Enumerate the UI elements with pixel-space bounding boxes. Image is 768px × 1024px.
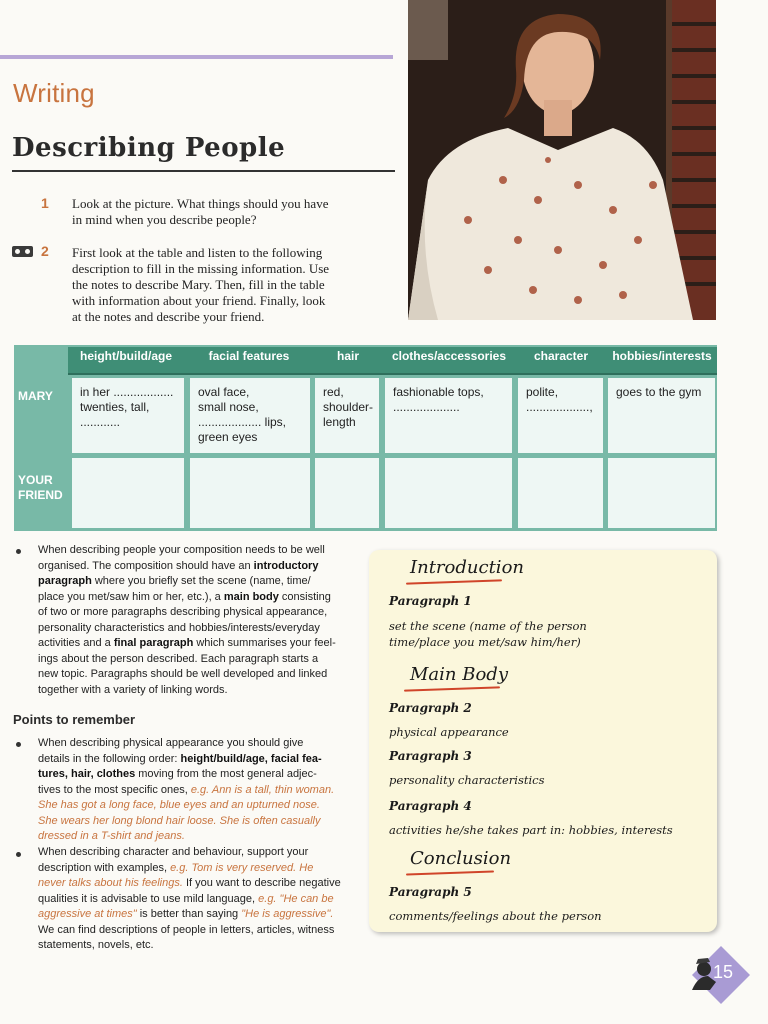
row-label-text: YOUR [18,473,53,487]
plan-line: set the scene (name of the person [389,619,587,633]
text-run: statements, novels, etc. [38,939,154,951]
key-term: paragraph [38,575,92,587]
text-line [38,938,353,954]
example-text: e.g. Ann is a tall, thin woman. [190,783,335,796]
table-cell [72,378,184,453]
key-term: main body [223,590,279,603]
cell-line: oval face, [198,385,250,399]
text-line [38,876,353,892]
row-label-text: FRIEND [18,488,63,502]
text-run: description with examples, [38,861,171,874]
task-line: Look at the picture. What things should you have [72,196,329,211]
example-text: She has got a long face, blue eyes and an upturned nose. [38,799,320,811]
points-heading: Points to remember [13,712,136,727]
text-run: place you met/saw him or her, etc.), a [38,590,224,603]
table-cell [608,378,715,453]
task-line: in mind when you describe people? [72,212,257,227]
point-character [38,845,353,954]
task-line: with information about your friend. Finally, look [72,293,326,308]
plan-paragraph-text: comments/feelings about the person [389,909,602,923]
task-line: the notes to describe Mary. Then, fill in the table [72,277,325,292]
text-line [38,907,353,923]
table-header: character [533,349,589,363]
bullet [16,852,21,857]
cell-line: .................... [393,400,460,414]
table-header: facial features [208,349,290,363]
text-run: qualities it is advisable to use mild language, [38,892,259,905]
example-text: "He is aggressive". [241,908,334,920]
text-line [38,752,353,768]
text-line [38,590,353,606]
task-line: description to fill in the missing information. Use [72,261,330,276]
woman-photo [408,0,716,320]
table-cell [518,378,603,453]
plan-paragraph-label: Paragraph 4 [389,799,472,813]
text-line [38,892,353,908]
table-cell-empty[interactable] [385,458,512,528]
text-run: is better than saying [136,908,242,920]
text-run: activities and a [38,637,114,649]
task-line: First look at the table and listen to the following [72,245,323,260]
text-line [38,559,353,575]
row-label-your-friend [18,473,63,503]
key-term: introductory [253,559,319,572]
text-line [38,814,353,830]
plan-paragraph-text [389,618,587,650]
text-line [38,783,353,799]
cell-line: ................... lips, [198,415,287,429]
woman-photo-illustration [408,0,716,320]
table-cell [190,378,310,453]
key-term: height/build/age, facial fea- [180,752,322,765]
task-2-number: 2 [41,243,49,259]
text-line [38,829,353,845]
plan-paragraph-text: physical appearance [389,725,509,739]
cell-line: green eyes [198,430,258,444]
text-run: moving from the most general adjec- [135,768,317,780]
cell-line: in her .................. [80,385,174,399]
plan-main-body-heading: Main Body [410,664,508,685]
top-accent-rule [0,55,393,59]
example-text: aggressive at times" [38,908,137,920]
plan-conclusion-heading: Conclusion [410,848,512,869]
text-run: When describing physical appearance you should give [38,737,304,749]
table-header: hobbies/interests [612,349,712,363]
text-line [38,605,353,621]
plan-line: time/place you met/saw him/her) [389,635,581,649]
plan-paragraph-label: Paragraph 3 [389,749,472,763]
plan-introduction-heading: Introduction [410,557,524,578]
point-physical-appearance [38,736,353,845]
text-run: organised. The composition should have an [38,559,254,572]
key-term: tures, hair, clothes [38,768,136,780]
text-line [38,798,353,814]
plan-paragraph-text: activities he/she takes part in: hobbies, interests [389,823,673,837]
text-line [38,652,353,668]
cell-line: small nose, [198,400,259,414]
table-cell-empty[interactable] [315,458,379,528]
example-text: e.g. Tom is very reserved. He [170,861,314,874]
table-cell-empty[interactable] [72,458,184,528]
text-run: If you want to describe negative [182,877,341,889]
text-run: personality characteristics and hobbies/interests/everyday [38,621,320,634]
text-line [38,861,353,877]
cell-line: twenties, tall, [80,400,150,414]
text-line [38,621,353,637]
task-2-text [72,245,329,325]
table-cell [315,378,379,453]
text-line [38,683,353,699]
text-line [38,845,353,861]
text-line [38,636,353,652]
cassette-tape-icon [12,246,33,257]
example-text: never talks about his feelings. [38,877,183,889]
table-cell-empty[interactable] [518,458,603,528]
text-run: new topic. Paragraphs should be well developed and linked [38,668,328,680]
cell-line: ............ [80,415,121,429]
text-run: where you briefly set the scene (name, time/ [91,575,311,587]
key-term: final paragraph [113,637,194,649]
task-1-text [72,196,328,228]
text-run: When describing people your composition needs to be well [38,544,325,556]
text-run: When describing character and behaviour, support your [38,846,309,858]
text-line [38,736,353,752]
task-line: at the notes and describe your friend. [72,309,265,324]
text-run: which summarises your feel- [193,637,336,649]
text-run: of two or more paragraphs describing physical appearance, [38,606,328,618]
text-run: tives to the most specific ones, [38,783,191,796]
cell-line: goes to the gym [616,385,702,399]
title-rule [12,170,395,172]
text-line [38,767,353,783]
table-cell [385,378,512,453]
bullet [16,742,21,747]
cell-line: ..................., [526,400,593,414]
cell-line: fashionable tops, [393,385,484,399]
row-label-text: MARY [18,389,53,403]
cell-line: red, [323,385,344,399]
cell-line: shoulder- [323,400,374,414]
cell-line: polite, [526,385,559,399]
row-label-mary [18,389,53,404]
table-header: hair [336,349,359,363]
plan-paragraph-label: Paragraph 2 [389,701,472,715]
example-text: dressed in a T-shirt and jeans. [38,830,185,842]
text-line [38,574,353,590]
table-cell-empty[interactable] [190,458,310,528]
plan-paragraph-label: Paragraph 1 [389,594,472,608]
table-header: height/build/age [80,349,172,363]
bullet [16,549,21,554]
page-title: Describing People [12,133,286,163]
table-cell-empty[interactable] [608,458,715,528]
text-run: details in the following order: [38,752,181,765]
section-label: Writing [13,78,95,108]
text-line [38,543,353,559]
page-number: 15 [713,962,734,982]
text-line [38,923,353,939]
example-text: e.g. "He can be [258,892,334,905]
text-run: consisting [278,590,331,603]
intro-paragraph [38,543,353,698]
plan-paragraph-text: personality characteristics [389,773,545,787]
cell-line: length [323,415,356,429]
plan-paragraph-label: Paragraph 5 [389,885,472,899]
table-header: clothes/accessories [391,349,507,363]
text-run: We can find descriptions of people in letters, articles, witness [38,923,335,936]
text-run: together with a variety of linking words. [38,683,228,696]
task-1-number: 1 [41,195,49,211]
text-line [38,667,353,683]
text-run: ings about the person described. Each paragraph starts a [38,652,319,665]
example-text: She wears her long blond hair loose. She is often casually [38,814,321,827]
